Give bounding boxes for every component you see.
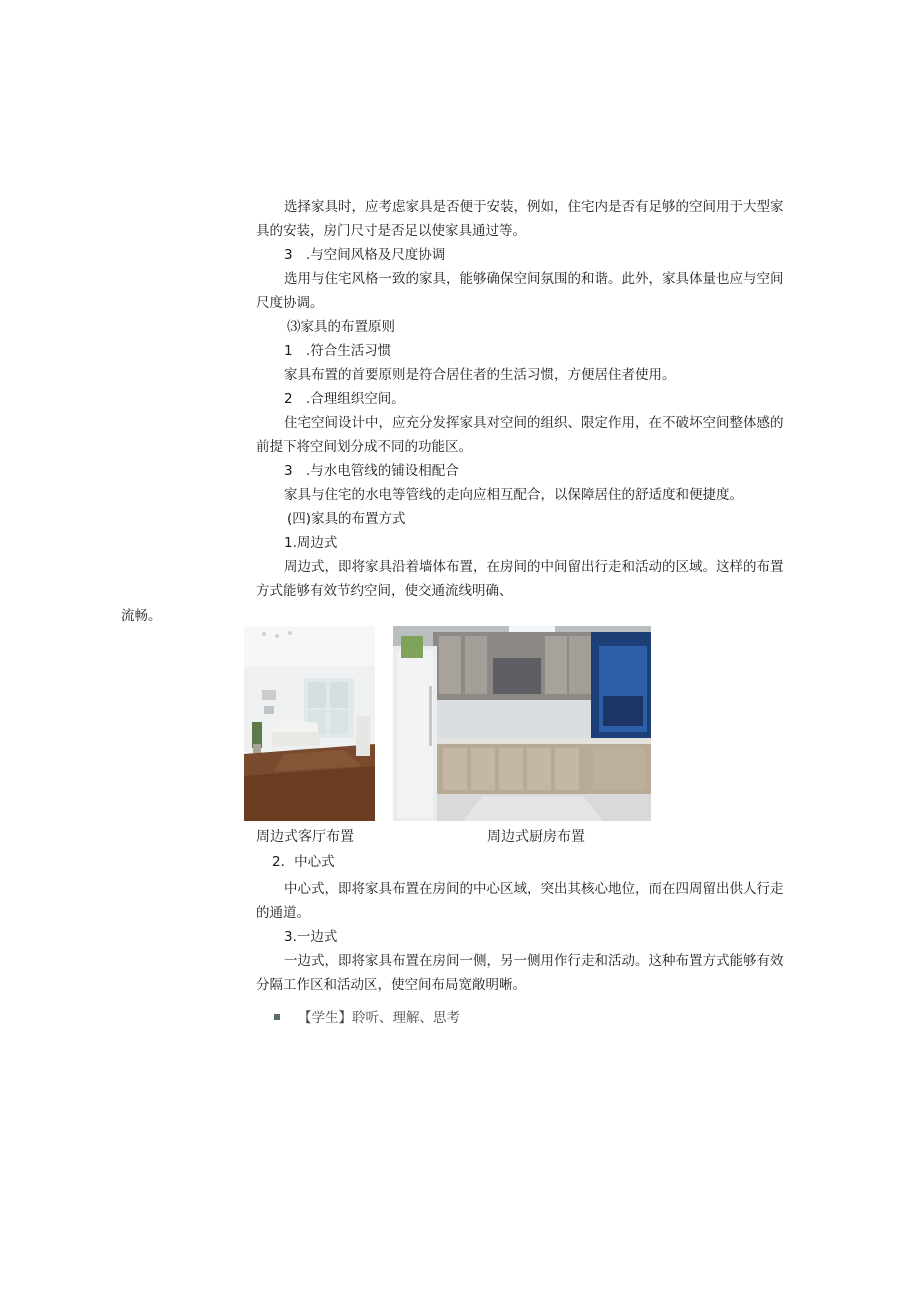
paragraph-line: 前提下将空间划分成不同的功能区。: [256, 439, 472, 455]
heading-item: [284, 462, 459, 480]
paragraph-line: 家具布置的首要原则是符合居住者的生活习惯，方便居住者使用。: [284, 367, 676, 383]
heading-number: 3: [284, 247, 293, 263]
method-heading: 2．中心式: [272, 854, 335, 870]
paragraph-line: 的通道。: [256, 905, 310, 921]
heading-item: [284, 390, 405, 408]
kitchen-photo: [393, 626, 651, 821]
paragraph-line: 尺度协调。: [256, 295, 324, 311]
method-heading: 1.周边式: [284, 535, 338, 551]
paragraph-line: 周边式，即将家具沿着墙体布置，在房间的中间留出行走和活动的区域。这样的布置: [284, 559, 784, 575]
heading-item: [284, 246, 445, 264]
figure-caption: 周边式客厅布置: [256, 829, 354, 845]
heading-number: 2: [284, 391, 293, 407]
heading-number: 3: [284, 463, 293, 479]
paragraph-line: 分隔工作区和活动区，使空间布局宽敞明晰。: [256, 977, 526, 993]
section-heading: ⑶家具的布置原则: [287, 319, 395, 335]
paragraph-line: 选用与住宅风格一致的家具，能够确保空间氛围的和谐。此外，家具体量也应与空间: [284, 271, 784, 287]
student-activity: [274, 1006, 460, 1026]
living-room-image: [244, 626, 375, 821]
heading-text: .与水电管线的铺设相配合: [306, 463, 459, 479]
heading-item: [284, 342, 391, 360]
section-heading: (四)家具的布置方式: [287, 511, 406, 527]
paragraph-line: 流畅。: [121, 608, 162, 624]
heading-text: .符合生活习惯: [306, 343, 392, 359]
paragraph-line: 一边式，即将家具布置在房间一侧，另一侧用作行走和活动。这种布置方式能够有效: [284, 953, 784, 969]
living-room-photo: [244, 626, 375, 821]
paragraph-line: 具的安装，房门尺寸是否足以使家具通过等。: [256, 223, 526, 239]
heading-number: 1: [284, 343, 293, 359]
method-heading: 3.一边式: [284, 929, 338, 945]
figure-caption: 周边式厨房布置: [487, 829, 585, 845]
paragraph-line: 住宅空间设计中，应充分发挥家具对空间的组织、限定作用，在不破坏空间整体感的: [284, 415, 784, 431]
square-bullet-icon: [274, 1014, 280, 1020]
paragraph-line: 中心式，即将家具布置在房间的中心区域，突出其核心地位，而在四周留出供人行走: [284, 881, 784, 897]
kitchen-image: [393, 626, 651, 821]
paragraph-line: 家具与住宅的水电等管线的走向应相互配合，以保障居住的舒适度和便捷度。: [284, 487, 743, 503]
heading-text: .与空间风格及尺度协调: [306, 247, 446, 263]
paragraph-line: 选择家具时，应考虑家具是否便于安装，例如，住宅内是否有足够的空间用于大型家: [284, 199, 784, 215]
heading-text: .合理组织空间。: [306, 391, 405, 407]
student-activity-text: 【学生】聆听、理解、思考: [298, 1010, 460, 1026]
paragraph-line: 方式能够有效节约空间，使交通流线明确、: [256, 583, 513, 599]
